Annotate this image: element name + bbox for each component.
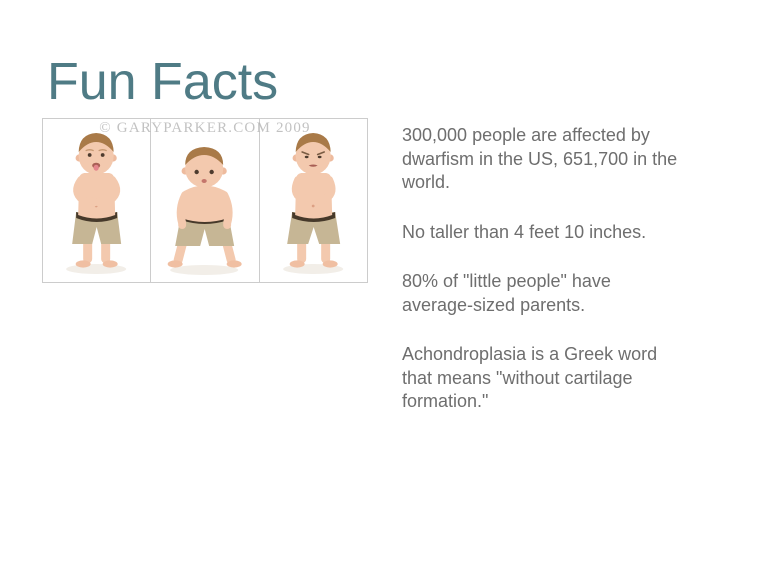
photo-watermark: © GARYPARKER.COM 2009 — [99, 120, 311, 136]
baby-photo-bending-forward — [151, 119, 258, 282]
baby-photo-tongue-out — [43, 119, 150, 282]
photo-strip — [42, 118, 368, 283]
fact-paragraph-2 — [402, 221, 738, 245]
photo-panel-3 — [259, 119, 367, 282]
fact-text: formation." — [402, 391, 489, 411]
fact-text: No taller than 4 feet 10 inches. — [402, 221, 647, 242]
slide-title: Fun Facts — [47, 52, 279, 111]
fact-text: average-sized parents. — [402, 294, 586, 315]
fact-paragraph-4 — [402, 343, 738, 414]
fact-paragraph-3 — [402, 270, 738, 317]
baby-photo-grumpy-face — [260, 119, 367, 282]
fact-text: 300,000 people are affected by — [402, 125, 650, 145]
photo-panel-1 — [43, 119, 150, 282]
fact-text: that means "without cartilage — [402, 367, 633, 388]
fact-paragraph-1 — [402, 124, 738, 195]
fact-text: world. — [402, 172, 451, 192]
photo-panel-2 — [150, 119, 258, 282]
fact-text: dwarfism in the US, 651,700 in the — [402, 148, 678, 169]
facts-column — [402, 124, 738, 440]
fact-text: Achondroplasia is a Greek word — [402, 344, 658, 364]
fact-text: 80% of "little people" have — [402, 271, 611, 291]
